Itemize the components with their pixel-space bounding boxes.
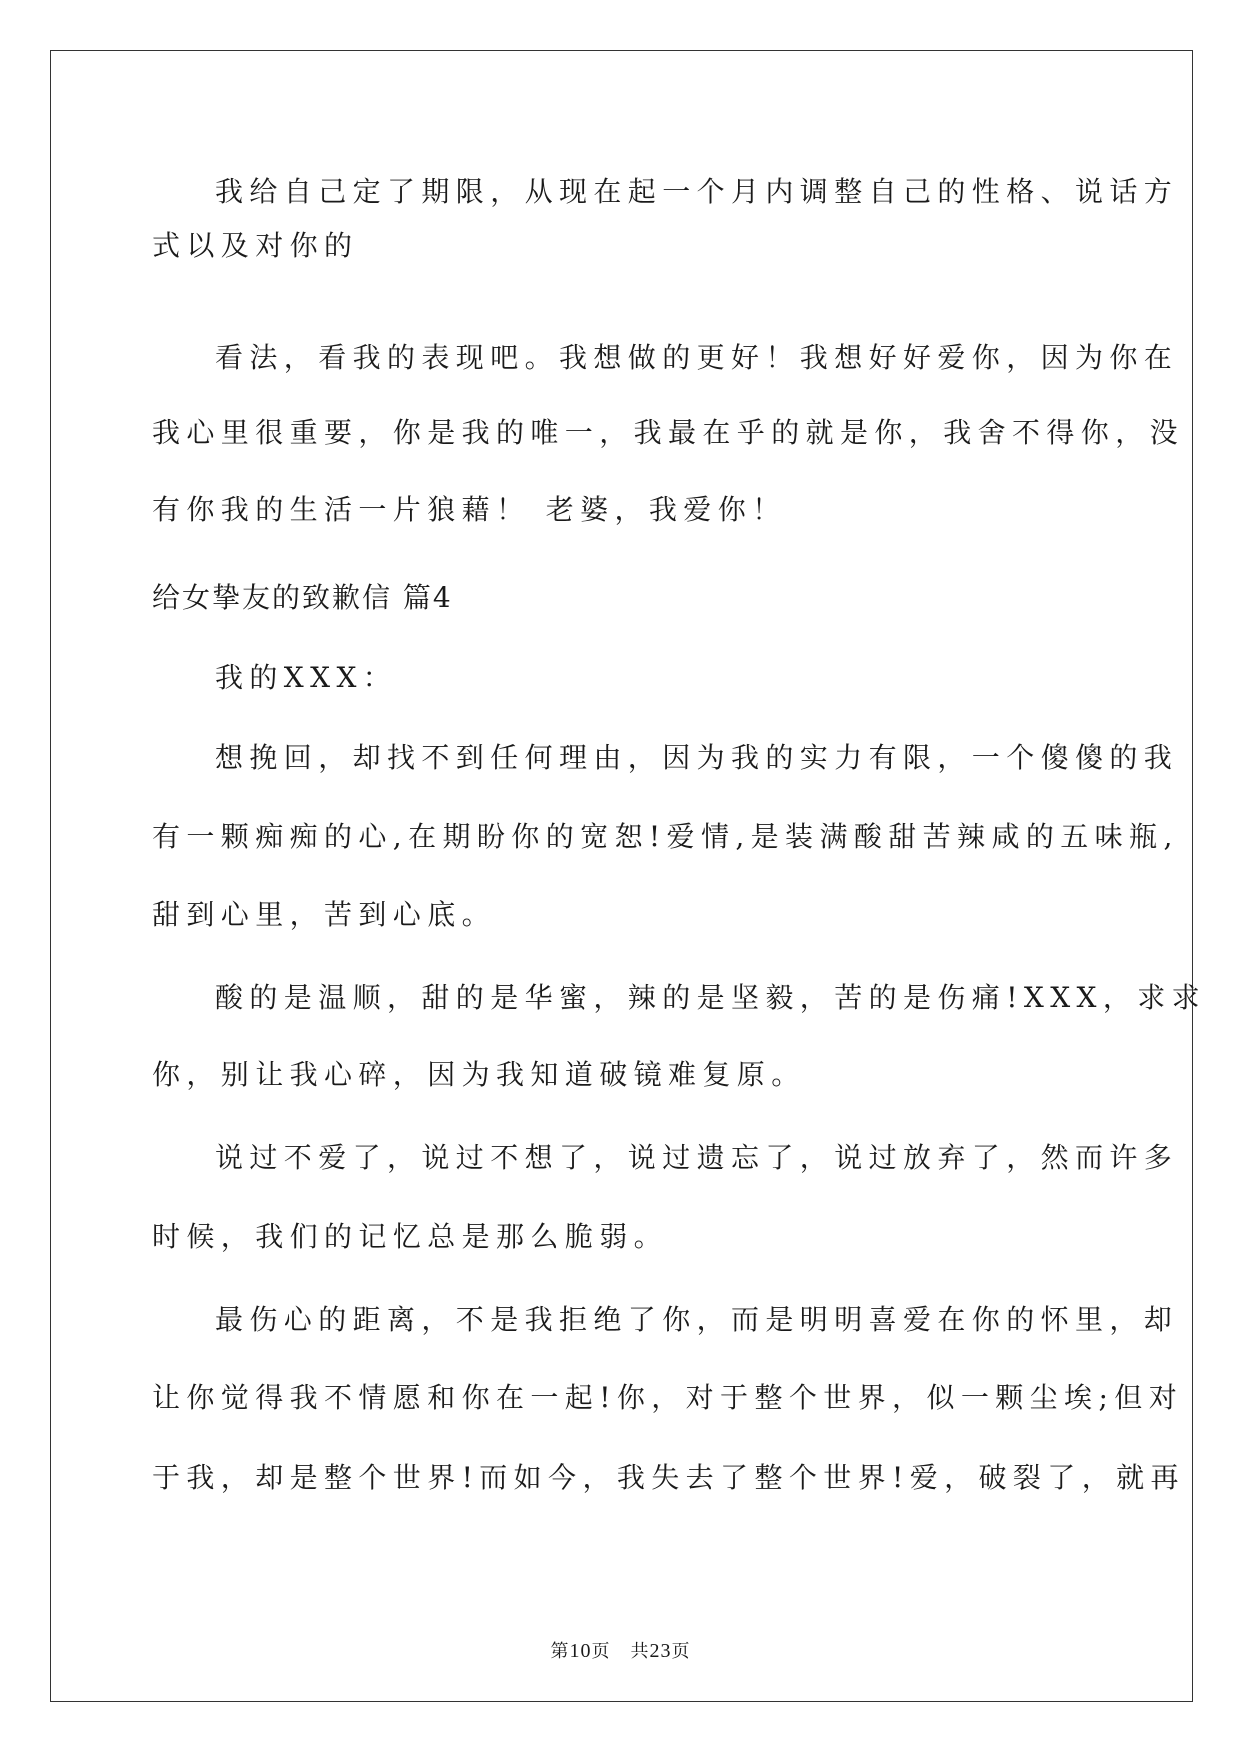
paragraph-line: 甜到心里，苦到心底。	[152, 898, 497, 931]
paragraph-line: 时候，我们的记忆总是那么脆弱。	[152, 1220, 669, 1253]
paragraph-line: 我给自己定了期限，从现在起一个月内调整自己的性格、说话方	[215, 175, 1179, 208]
paragraph-line: 看法，看我的表现吧。我想做的更好！我想好好爱你，因为你在	[215, 341, 1179, 374]
paragraph-line: 酸的是温顺，甜的是华蜜，辣的是坚毅，苦的是伤痛!XXX，求求	[215, 981, 1207, 1014]
paragraph-line: 有你我的生活一片狼藉！ 老婆，我爱你！	[152, 493, 787, 526]
paragraph-line: 说过不爱了，说过不想了，说过遗忘了，说过放弃了，然而许多	[215, 1141, 1179, 1174]
total-prefix: 共	[630, 1641, 650, 1662]
paragraph-line: 我心里很重要，你是我的唯一，我最在乎的就是你，我舍不得你，没	[152, 416, 1185, 449]
paragraph-line: 于我，却是整个世界!而如今，我失去了整个世界!爱，破裂了，就再	[152, 1461, 1185, 1494]
paragraph-line: 让你觉得我不情愿和你在一起!你，对于整个世界，似一颗尘埃;但对	[152, 1381, 1184, 1414]
page-total: 23	[649, 1640, 672, 1662]
page-suffix: 页	[591, 1641, 611, 1662]
section-heading: 给女挚友的致歉信 篇4	[152, 581, 453, 614]
paragraph-line: 你，别让我心碎，因为我知道破镜难复原。	[152, 1058, 806, 1091]
paragraph-line: 式以及对你的	[152, 229, 359, 262]
paragraph-line: 最伤心的距离，不是我拒绝了你，而是明明喜爱在你的怀里，却	[215, 1303, 1179, 1336]
salutation: 我的XXX：	[215, 661, 398, 694]
total-suffix: 页	[671, 1641, 691, 1662]
paragraph-line: 想挽回，却找不到任何理由，因为我的实力有限，一个傻傻的我	[215, 741, 1179, 774]
page-prefix: 第	[550, 1641, 570, 1662]
page-current: 10	[569, 1640, 592, 1662]
page-border	[50, 50, 1193, 1702]
paragraph-line: 有一颗痴痴的心,在期盼你的宽恕!爱情,是装满酸甜苦辣咸的五味瓶,	[152, 820, 1179, 853]
page-footer	[0, 1637, 1241, 1663]
